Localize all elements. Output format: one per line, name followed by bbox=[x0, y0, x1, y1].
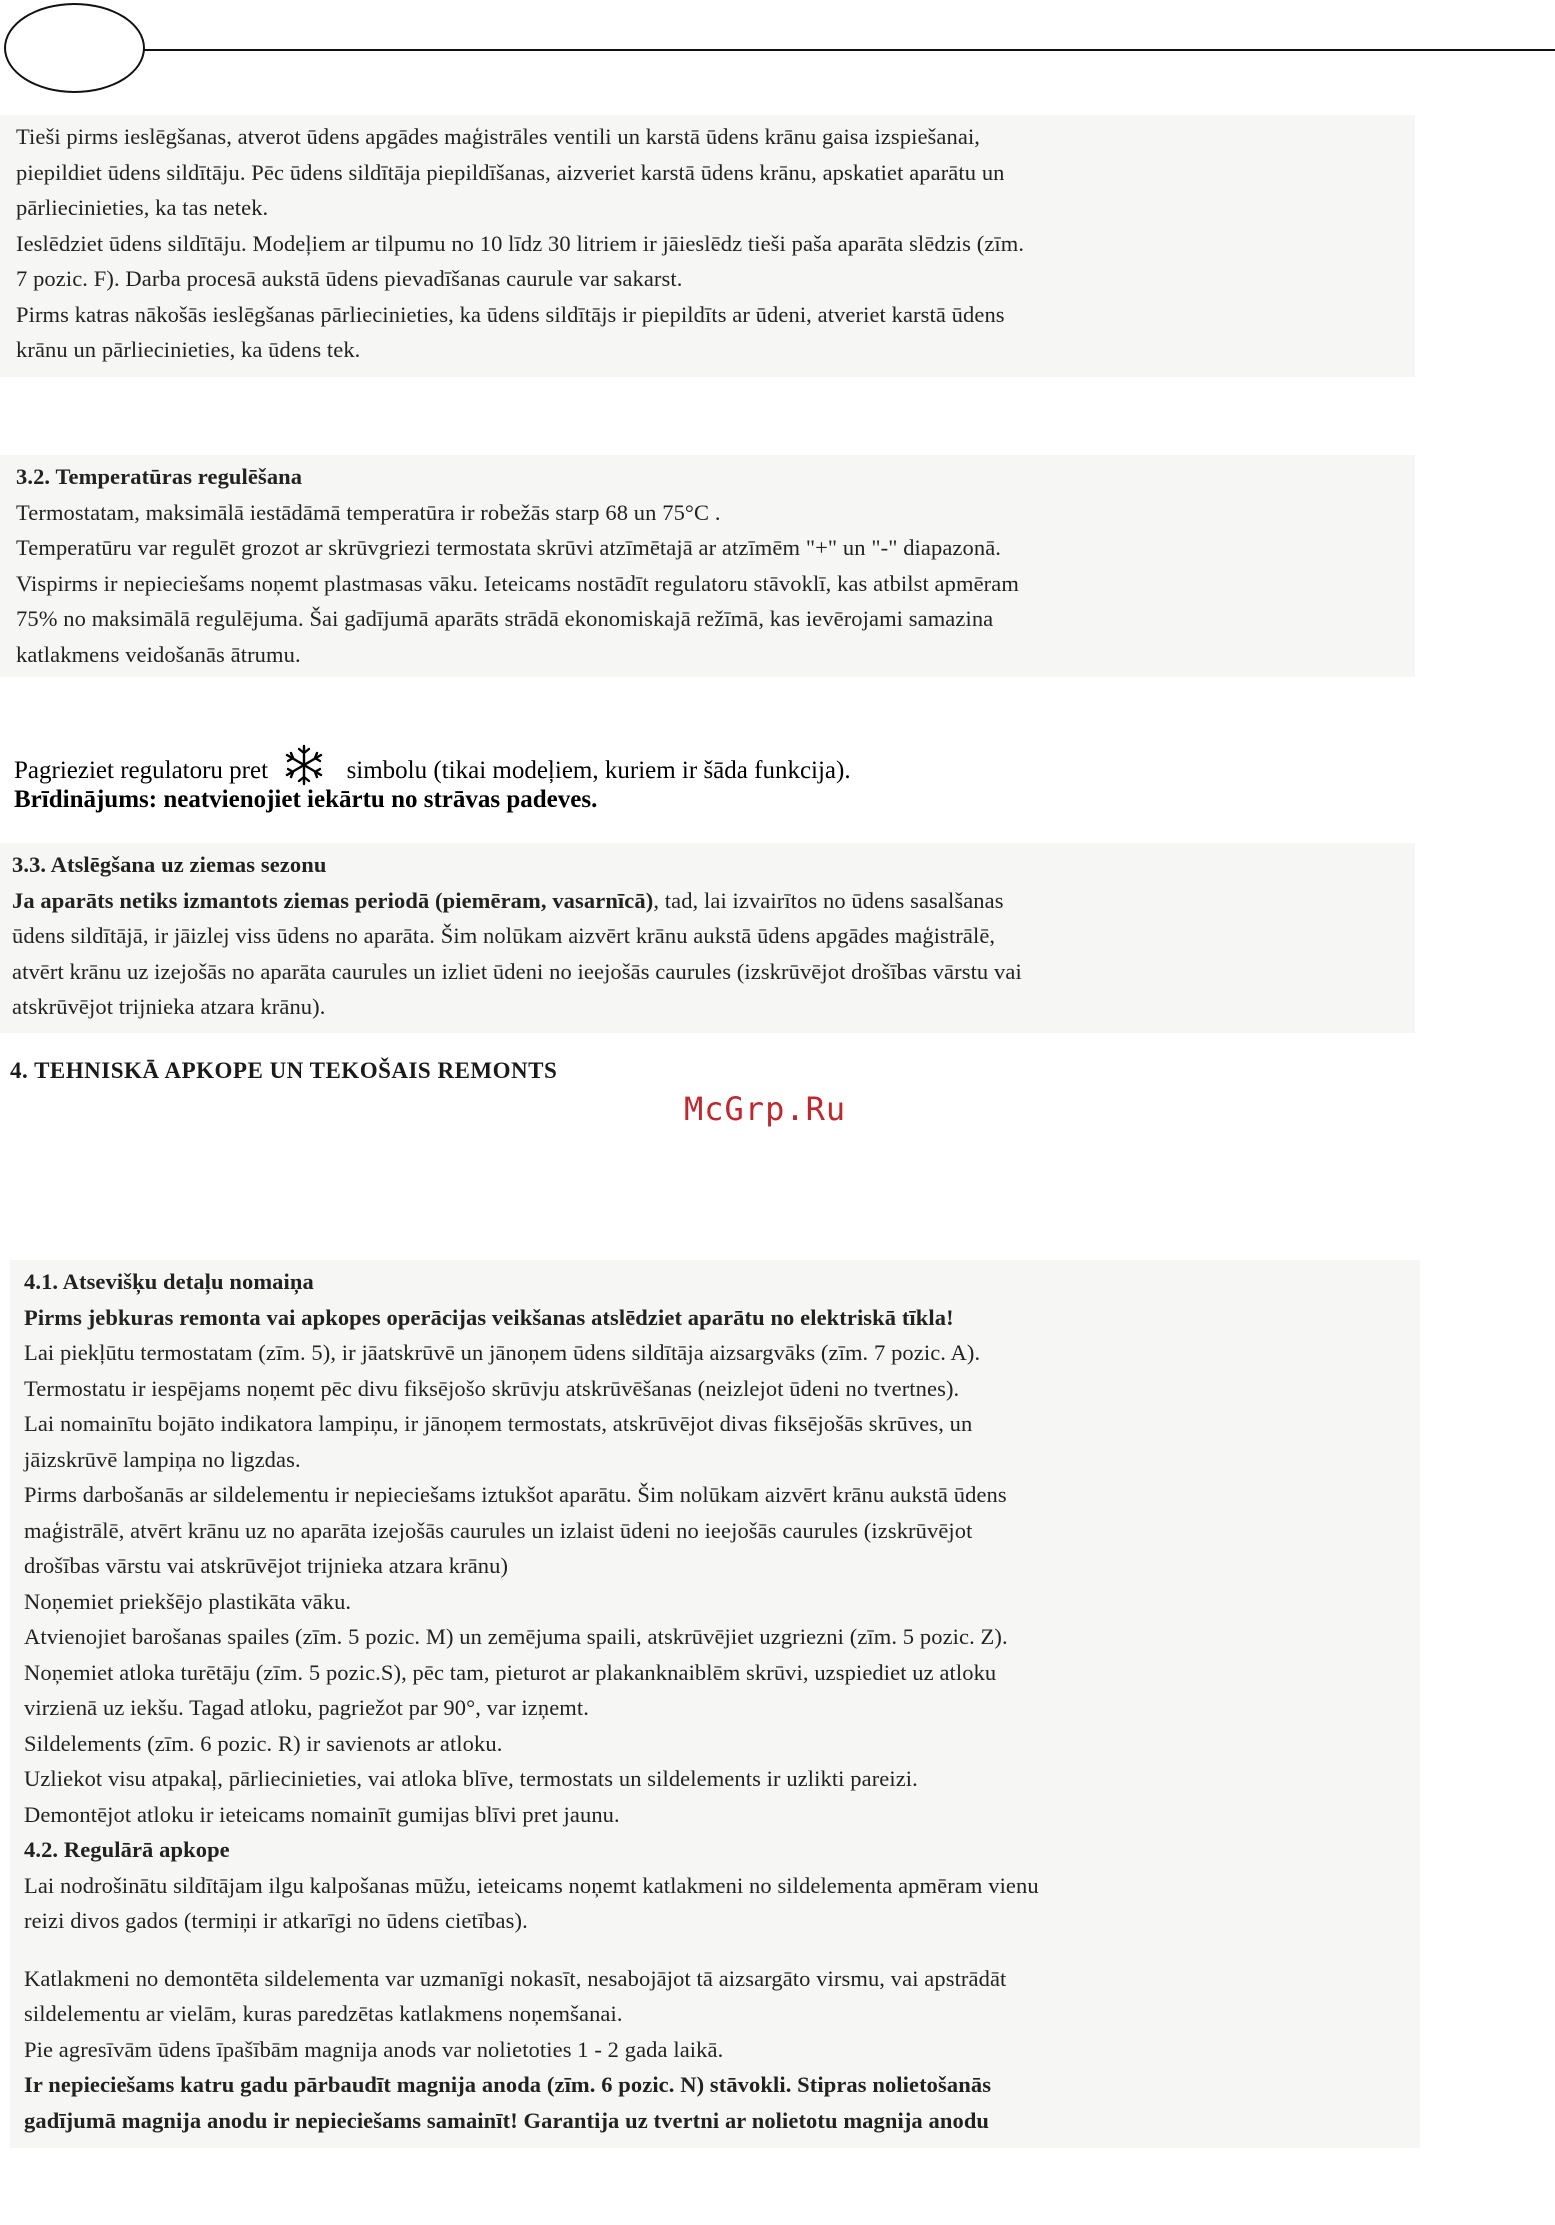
paragraph-line: jāizskrūvē lampiņa no ligzdas. bbox=[24, 1446, 301, 1472]
paragraph-gap bbox=[24, 1939, 1410, 1961]
intro-line: Pirms katras nākošās ieslēgšanas pārliecinieties, ka ūdens sildītājs ir piepildīts ar ūdeni, atveriet karstā ūdens bbox=[16, 301, 1005, 327]
paragraph-line: Pirms darbošanās ar sildelementu ir nepieciešams iztukšot aparātu. Šim nolūkam aizvērt krānu aukstā ūdens bbox=[24, 1482, 1007, 1507]
paragraph-line: Noņemiet priekšējo plastikāta vāku. bbox=[24, 1588, 352, 1614]
paragraph-line: Sildelements (zīm. 6 pozic. R) ir savienots ar atloku. bbox=[24, 1730, 503, 1756]
section-4-1 bbox=[10, 1260, 1420, 2148]
power-warning: Brīdinājums: neatvienojiet iekārtu no strāvas padeves. bbox=[14, 786, 598, 813]
regulator-instruction bbox=[14, 744, 1414, 786]
paragraph-line: 75% no maksimālā regulējuma. Šai gadījumā aparāts strādā ekonomiskajā režīmā, kas ievērojami samazina bbox=[16, 606, 994, 631]
header-rule bbox=[143, 49, 1555, 51]
paragraph-line bbox=[12, 883, 1401, 919]
paragraph-line: reizi divos gados (termiņi ir atkarīgi no ūdens cietības). bbox=[24, 1908, 528, 1933]
drain-line-start: ūdens sildītājā, ir jāizlej viss ūdens no aparāta. bbox=[12, 923, 436, 948]
section-heading: 3.3. Atslēgšana uz ziemas sezonu bbox=[12, 852, 327, 877]
paragraph-line: maģistrālē, atvērt krānu uz no aparāta izejošās caurules un izlaist ūdeni no ieejošās caurules (izskrūvējot bbox=[24, 1517, 973, 1543]
paragraph-line: Lai piekļūtu termostatam (zīm. 5), ir jāatskrūvē un jānoņem ūdens sildītāja aizsargvāks (zīm. 7 pozic. A). bbox=[24, 1340, 981, 1365]
intro-section bbox=[0, 115, 1415, 377]
intro-line: piepildiet ūdens sildītāju. Pēc ūdens sildītāja piepildīšanas, aizveriet karstā ūdens krānu, apskatiet aparātu un bbox=[16, 159, 1005, 185]
section-heading: 3.2. Temperatūras regulēšana bbox=[16, 464, 303, 489]
paragraph-line: atskrūvējot trijnieka atzara krānu). bbox=[12, 994, 326, 1019]
section-heading: 4.1. Atsevišķu detaļu nomaiņa bbox=[24, 1269, 314, 1294]
paragraph-line: Lai nomainītu bojāto indikatora lampiņu, ir jānoņem termostats, atskrūvējot divas fiksējošās skrūves, un bbox=[24, 1411, 973, 1436]
intro-line: pārliecinieties, ka tas netek. bbox=[16, 195, 269, 220]
snowflake-icon bbox=[282, 744, 326, 786]
winter-condition: Ja aparāts netiks izmantots ziemas periodā (piemēram, vasarnīcā) bbox=[12, 887, 654, 913]
drain-line-rest: Šim nolūkam aizvērt krānu aukstā ūdens apgādes maģistrālē, bbox=[435, 923, 996, 948]
paragraph-line: Temperatūru var regulēt grozot ar skrūvgriezi termostata skrūvi atzīmētajā ar atzīmēm "+" un "-" diapazonā. bbox=[16, 535, 1002, 560]
paragraph-line: sildelementu ar vielām, kuras paredzētas katlakmens noņemšanai. bbox=[24, 2001, 623, 2026]
paragraph-line: Termostatu ir iespējams noņemt pēc divu fiksējošo skrūvju atskrūvēšanas (neizlejot ūdeni no tvertnes). bbox=[24, 1375, 960, 1401]
section-3-3 bbox=[0, 843, 1415, 1033]
paragraph-line: Vispirms ir nepieciešams noņemt plastmasas vāku. Ieteicams nostādīt regulatoru stāvoklī, kas atbilst apmēram bbox=[16, 570, 1019, 596]
regulator-note bbox=[14, 744, 1414, 814]
paragraph-line: Lai nodrošinātu sildītājam ilgu kalpošanas mūžu, ieteicams noņemt katlakmeni no sildelementa apmēram vienu bbox=[24, 1872, 1039, 1898]
paragraph-line: Termostatam, maksimālā iestādāmā temperatūra ir robežās starp 68 un 75°C . bbox=[16, 499, 721, 525]
anode-warning-line: gadījumā magnija anodu ir nepieciešams samainīt! Garantija uz tvertni ar nolietotu magnija anodu bbox=[24, 2107, 990, 2133]
regulator-text-before: Pagrieziet regulatoru pret bbox=[14, 757, 269, 784]
regulator-text-after: simbolu (tikai modeļiem, kuriem ir šāda funkcija). bbox=[346, 757, 851, 784]
paragraph-line: atvērt krānu uz izejošās no aparāta caurules un izliet ūdeni no ieejošās caurules (izskrūvējot drošības vārstu vai bbox=[12, 958, 1022, 984]
paragraph-line: katlakmens veidošanās ātrumu. bbox=[16, 641, 301, 667]
anode-warning-line: Ir nepieciešams katru gadu pārbaudīt magnija anoda (zīm. 6 pozic. N) stāvokli. Stipras nolietošanās bbox=[24, 2072, 992, 2097]
paragraph-line: Noņemiet atloka turētāju (zīm. 5 pozic.S), pēc tam, pieturot ar plakanknaiblēm skrūvi, uzspiediet uz atloku bbox=[24, 1659, 997, 1685]
chapter-heading: 4. TEHNISKĀ APKOPE UN TEKOŠAIS REMONTS bbox=[10, 1058, 558, 1083]
paragraph-line: Demontējot atloku ir ieteicams nomainīt gumijas blīvi pret jaunu. bbox=[24, 1801, 620, 1827]
intro-line: Tieši pirms ieslēgšanas, atverot ūdens apgādes maģistrāles ventili un karstā ūdens krānu gaisa izspiešanai, bbox=[16, 124, 981, 149]
paragraph-line: Atvienojiet barošanas spailes (zīm. 5 pozic. M) un zemējuma spaili, atskrūvējiet uzgriezni (zīm. 5 pozic. Z). bbox=[24, 1624, 1008, 1649]
safety-warning: Pirms jebkuras remonta vai apkopes operācijas veikšanas atslēdziet aparātu no elektriskā tīkla! bbox=[24, 1304, 954, 1330]
paragraph-line: Katlakmeni no demontēta sildelementa var uzmanīgi nokasīt, nesabojājot tā aizsargāto virsmu, vai apstrādāt bbox=[24, 1965, 1007, 1991]
watermark: McGrp.Ru bbox=[684, 1090, 847, 1128]
paragraph-line: Uzliekot visu atpakaļ, pārliecinieties, vai atloka blīve, termostats un sildelements ir uzlikti pareizi. bbox=[24, 1766, 918, 1791]
paragraph-line: virzienā uz iekšu. Tagad atloku, pagriežot par 90°, var izņemt. bbox=[24, 1695, 589, 1720]
paragraph-line bbox=[12, 918, 1401, 954]
page-number-oval bbox=[4, 3, 145, 93]
section-3-2 bbox=[0, 455, 1415, 677]
intro-line: krānu un pārliecinieties, ka ūdens tek. bbox=[16, 337, 361, 362]
winter-condition-rest: , tad, lai izvairītos no ūdens sasalšanas bbox=[653, 887, 1004, 913]
intro-line: Ieslēdziet ūdens sildītāju. Modeļiem ar tilpumu no 10 līdz 30 litriem ir jāieslēdz tieši paša aparāta slēdzis (zīm. bbox=[16, 230, 1025, 256]
paragraph-line: drošības vārstu vai atskrūvējot trijnieka atzara krānu) bbox=[24, 1553, 509, 1578]
section-heading: 4.2. Regulārā apkope bbox=[24, 1837, 230, 1862]
intro-line: 7 pozic. F). Darba procesā aukstā ūdens pievadīšanas caurule var sakarst. bbox=[16, 266, 683, 291]
paragraph-line: Pie agresīvām ūdens īpašībām magnija anods var nolietoties 1 - 2 gada laikā. bbox=[24, 2036, 724, 2062]
